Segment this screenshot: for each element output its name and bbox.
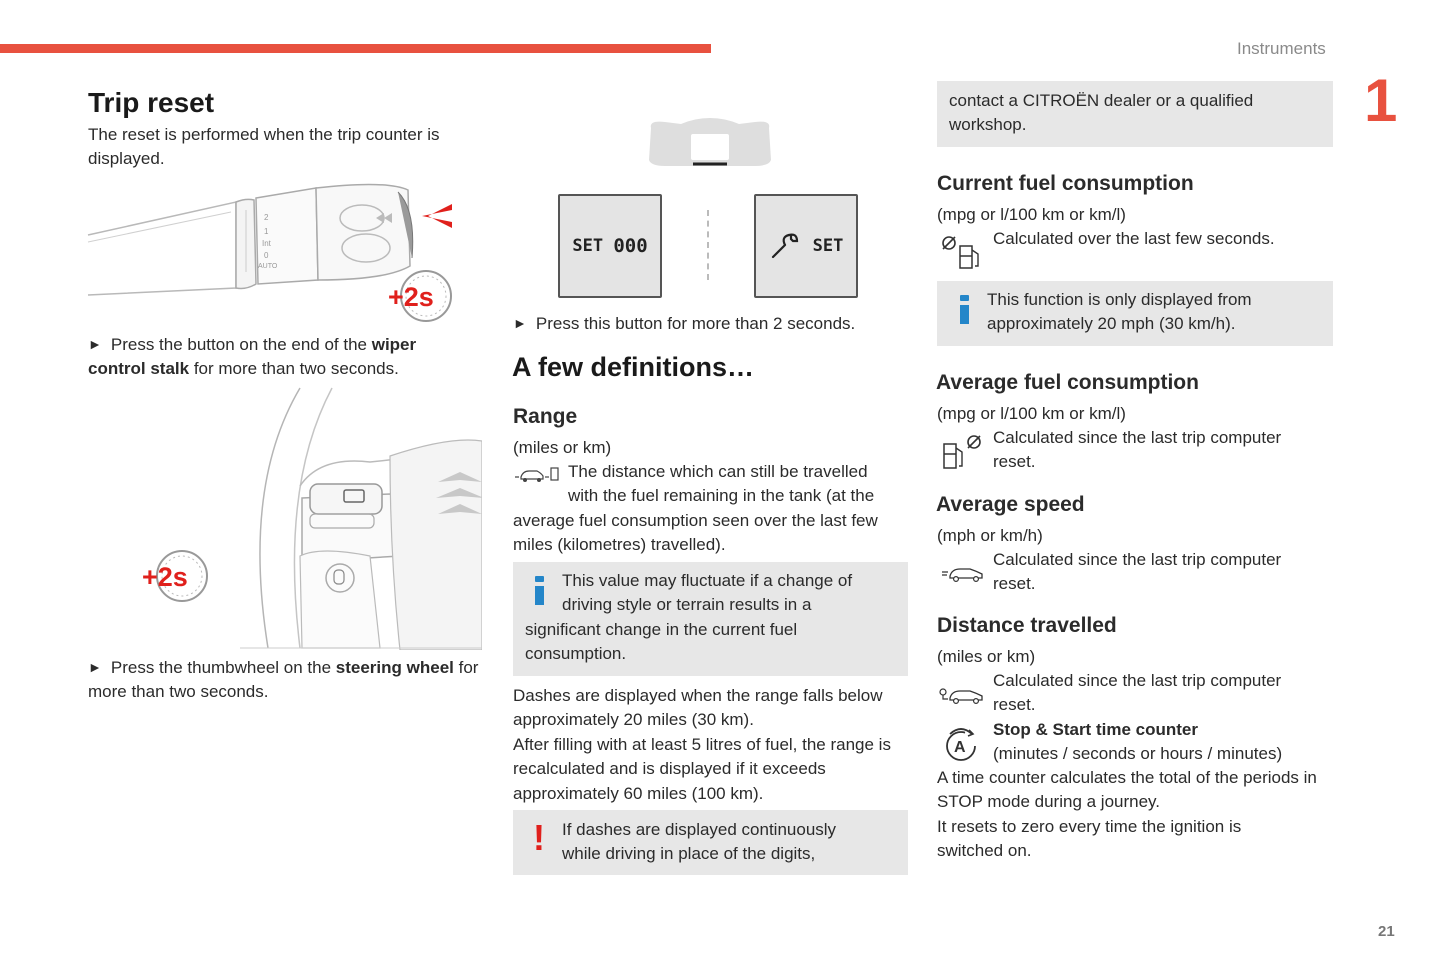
contact-dealer-box — [937, 81, 1333, 147]
current-fuel-icon — [940, 234, 984, 272]
set-service-button[interactable] — [754, 194, 858, 298]
press-arrow-icon — [422, 204, 452, 228]
bullet-arrow-icon — [88, 658, 111, 677]
average-speed-units: (mph or km/h) — [937, 526, 1043, 545]
header-accent-bar — [0, 44, 711, 53]
info-20mph-text: This function is only displayed from approximately 20 mph (30 km/h). — [987, 290, 1252, 334]
average-fuel-title: Average fuel consumption — [936, 371, 1199, 394]
stalk-label-auto: AUTO — [258, 263, 278, 270]
set-label-2: SET — [812, 235, 844, 256]
bullet-arrow-icon — [513, 314, 536, 333]
distance-desc: Calculated since the last trip computer reset. — [993, 671, 1282, 715]
average-fuel-icon — [940, 432, 986, 472]
current-fuel-desc: Calculated over the last few seconds. — [993, 229, 1275, 248]
step1-text-a: Press the button on the end of the — [110, 335, 372, 354]
range-desc-line2: with the fuel remaining in the tank (at the — [568, 486, 875, 505]
distance-title: Distance travelled — [937, 614, 1117, 637]
step2-text-bold: steering wheel — [335, 658, 454, 677]
definitions-title: A few definitions… — [512, 352, 754, 382]
warning-line2: while driving in place of the digits, — [562, 844, 816, 863]
stalk-label-int: Int — [262, 239, 271, 248]
step1-text-bold: wiper control stalk — [88, 335, 417, 379]
average-fuel-units: (mpg or l/100 km or km/l) — [937, 404, 1126, 423]
step2-text-a: Press the thumbwheel on the — [110, 658, 336, 677]
range-title: Range — [513, 405, 578, 428]
stop-start-reset: It resets to zero every time the ignition is switched on. — [937, 817, 1242, 861]
range-units: (miles or km) — [513, 438, 612, 457]
trip-reset-title: Trip reset — [88, 87, 215, 118]
step-steering-wheel — [88, 656, 488, 705]
step-press-button — [513, 312, 903, 336]
trip-counter-value: 000 — [613, 234, 648, 257]
stalk-label-1: 1 — [264, 227, 269, 236]
warning-icon: ! — [533, 817, 545, 858]
range-refill-text: After filling with at least 5 litres of fuel, the range is recalculated and is displayed if it exceeds approximately 60 miles (100 km). — [513, 735, 891, 803]
wrench-icon — [769, 231, 801, 261]
plus-2s-timer-icon — [386, 268, 458, 324]
step2-text-c: for more than two seconds. — [88, 658, 479, 702]
plus-2s-timer-icon-2 — [140, 546, 212, 606]
trip-reset-intro: The reset is performed when the trip counter is displayed. — [88, 125, 440, 169]
stop-start-icon-letter: A — [954, 739, 966, 756]
stop-start-icon — [942, 724, 980, 764]
step-wiper-stalk — [88, 333, 478, 382]
average-speed-title: Average speed — [936, 493, 1085, 516]
plus-2s-label: +2s — [388, 282, 434, 312]
section-title: Instruments — [1237, 39, 1326, 58]
set-trip-button[interactable] — [558, 194, 662, 298]
distance-car-icon — [938, 684, 986, 706]
steering-wheel-illustration — [240, 386, 482, 650]
set-label: SET — [572, 235, 604, 256]
step1-text-c: for more than two seconds. — [189, 359, 399, 379]
stalk-label-2: 2 — [264, 213, 269, 222]
range-dashes-text: Dashes are displayed when the range falls below approximately 20 miles (30 km). — [513, 686, 883, 730]
info-box-fluctuate — [513, 562, 908, 676]
range-car-fuel-icon — [513, 464, 563, 484]
bullet-arrow-icon — [88, 335, 111, 354]
page-number: 21 — [1378, 923, 1395, 940]
info-fluctuate-line1: This value may fluctuate if a change of — [562, 571, 853, 590]
info-fluctuate-line3: significant change in the current fuel consumption. — [525, 620, 798, 664]
stop-start-units: (minutes / seconds or hours / minutes) — [993, 744, 1283, 763]
distance-units: (miles or km) — [937, 647, 1036, 666]
current-fuel-title: Current fuel consumption — [937, 172, 1194, 195]
average-speed-desc: Calculated since the last trip computer reset. — [993, 550, 1282, 594]
stalk-label-0: 0 — [264, 251, 269, 260]
info-fluctuate-line2: driving style or terrain results in a — [562, 595, 812, 614]
info-box-20mph — [937, 281, 1333, 346]
range-desc-line1: The distance which can still be travelled — [568, 462, 868, 481]
stop-start-desc: A time counter calculates the total of the periods in STOP mode during a journey. — [937, 768, 1317, 812]
warning-line1: If dashes are displayed continuously — [562, 820, 837, 839]
instrument-panel-icon — [645, 116, 775, 170]
contact-dealer-text: contact a CITROËN dealer or a qualified workshop. — [949, 91, 1254, 135]
chapter-number: 1 — [1364, 67, 1398, 134]
current-fuel-units: (mpg or l/100 km or km/l) — [937, 205, 1126, 224]
stop-start-title: Stop & Start time counter — [993, 720, 1198, 739]
average-speed-car-icon — [940, 562, 986, 584]
range-desc-line3: average fuel consumption seen over the last few miles (kilometres) travelled). — [513, 511, 878, 555]
average-fuel-desc: Calculated since the last trip computer reset. — [993, 428, 1282, 472]
warning-box-dashes — [513, 810, 908, 875]
divider — [707, 210, 709, 280]
press-text: Press this button for more than 2 seconds. — [535, 314, 856, 333]
plus-2s-label-2: +2s — [142, 562, 188, 592]
